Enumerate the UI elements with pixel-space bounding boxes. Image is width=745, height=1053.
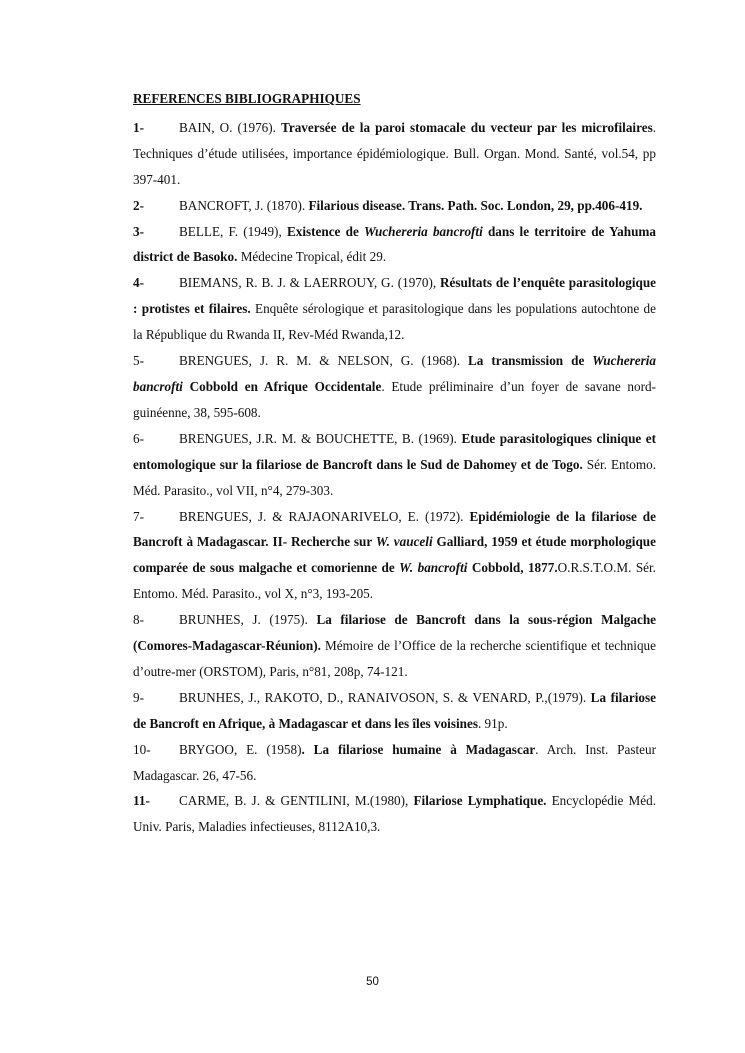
reference-title: Existence de xyxy=(286,223,364,239)
reference-number: 7- xyxy=(133,508,144,524)
reference-number: 1- xyxy=(133,119,144,135)
reference-author: BAIN, O. (1976). xyxy=(179,119,282,135)
reference-title: La transmission de xyxy=(467,353,593,369)
reference-title: Filarious disease. Trans. Path. Soc. London, 29, pp.406-419. xyxy=(308,197,643,213)
reference-author: CARME, B. J. & GENTILINI, M.(1980), xyxy=(179,793,414,809)
reference-11 xyxy=(133,788,656,840)
reference-title: La filariose de Bancroft en Afrique, à Madagascar et dans les îles voisines xyxy=(133,689,656,731)
reference-title: . La filariose humaine à Madagascar xyxy=(301,741,536,757)
reference-number: 11- xyxy=(133,793,150,809)
reference-number: 8- xyxy=(133,612,144,628)
page-title: REFERENCES BIBLIOGRAPHIQUES xyxy=(133,91,361,106)
reference-4 xyxy=(133,270,656,348)
reference-source: Sér. Entomo. Méd. Parasito., vol VII, n°4, 279-303. xyxy=(133,456,657,498)
reference-species: W. vauceli xyxy=(375,534,433,550)
reference-number: 10- xyxy=(133,741,151,757)
reference-author: BRUNHES, J., RAKOTO, D., RANAIVOSON, S. & VENARD, P.,(1979). xyxy=(179,689,591,705)
reference-1 xyxy=(133,115,656,193)
reference-author: BANCROFT, J. (1870). xyxy=(179,197,309,213)
reference-title: La filariose de Bancroft dans la sous-région Malgache (Comores-Madagascar-Réunion). xyxy=(133,612,657,654)
reference-5 xyxy=(133,348,656,426)
reference-number: 3- xyxy=(133,223,144,239)
reference-2 xyxy=(133,193,656,219)
reference-title: Résultats de l’enquête parasitologique : protistes et filaires. xyxy=(133,275,657,317)
reference-title: Traversée de la paroi stomacale du vecteur par les microfilaires xyxy=(281,119,653,135)
reference-3 xyxy=(133,219,656,271)
reference-source: O.R.S.T.O.M. Sér. Entomo. Méd. Parasito., vol X, n°3, 193-205. xyxy=(133,560,656,602)
reference-author: BRENGUES, J. & RAJAONARIVELO, E. (1972). xyxy=(179,508,470,524)
reference-author: BRUNHES, J. (1975). xyxy=(179,612,317,628)
reference-species: Wuchereria bancrofti xyxy=(364,223,483,239)
reference-title-end: Cobbold, 1877. xyxy=(467,560,558,576)
reference-8 xyxy=(133,607,656,685)
reference-source: Encyclopédie Méd. Univ. Paris, Maladies infectieuses, 8112A10,3. xyxy=(133,793,656,835)
reference-author: BIEMANS, R. B. J. & LAERROUY, G. (1970), xyxy=(179,275,441,291)
reference-source: Mémoire de l’Office de la recherche scientifique et technique d’outre-mer (ORSTOM), Paris, n°81, 208p, 74-121. xyxy=(133,638,656,679)
reference-author: BELLE, F. (1949), xyxy=(179,223,287,239)
reference-species: Wuchereria bancrofti xyxy=(133,353,657,394)
reference-author: BRENGUES, J.R. M. & BOUCHETTE, B. (1969). xyxy=(179,430,462,446)
reference-title-cont: Cobbold en Afrique Occidentale xyxy=(182,378,382,394)
references-page xyxy=(133,86,656,840)
reference-species-2: W. bancrofti xyxy=(399,560,468,576)
reference-title-cont: Galliard, 1959 et étude morphologique comparée de sous malgache et comorienne de xyxy=(133,534,656,576)
reference-number: 4- xyxy=(133,275,144,291)
reference-title: Epidémiologie de la filariose de Bancroft à Madagascar. II- Recherche sur xyxy=(133,508,656,550)
reference-title: Etude parasitologiques clinique et entomologique sur la filariose de Bancroft dans le Sud de Dahomey et de Togo. xyxy=(133,430,657,472)
reference-10 xyxy=(133,737,656,789)
reference-source: . Etude préliminaire d’un foyer de savane nord-guinéenne, 38, 595-608. xyxy=(133,378,657,420)
reference-source: . Techniques d’étude utilisées, importance épidémiologique. Bull. Organ. Mond. Santé, vol.54, pp 397-401. xyxy=(133,119,656,187)
reference-number: 9- xyxy=(133,689,144,705)
reference-title: Filariose Lymphatique. xyxy=(413,793,547,809)
reference-source: . Arch. Inst. Pasteur Madagascar. 26, 47-56. xyxy=(133,741,656,783)
reference-source: Enquête sérologique et parasitologique dans les populations autochtone de la République du Rwanda II, Rev-Méd Rwanda,12. xyxy=(133,301,657,343)
reference-number: 6- xyxy=(133,430,144,446)
reference-7 xyxy=(133,504,656,608)
reference-title-cont: dans le territoire de Yahuma district de Basoko. xyxy=(133,223,656,265)
page-number: 50 xyxy=(366,976,379,988)
reference-9 xyxy=(133,685,656,737)
reference-author: BRYGOO, E. (1958) xyxy=(179,741,302,757)
reference-number: 5- xyxy=(133,353,144,369)
reference-author: BRENGUES, J. R. M. & NELSON, G. (1968). xyxy=(179,353,468,369)
reference-source: . 91p. xyxy=(477,715,508,731)
reference-number: 2- xyxy=(133,197,144,213)
reference-6 xyxy=(133,426,656,504)
reference-source: Médecine Tropical, édit 29. xyxy=(237,249,387,265)
